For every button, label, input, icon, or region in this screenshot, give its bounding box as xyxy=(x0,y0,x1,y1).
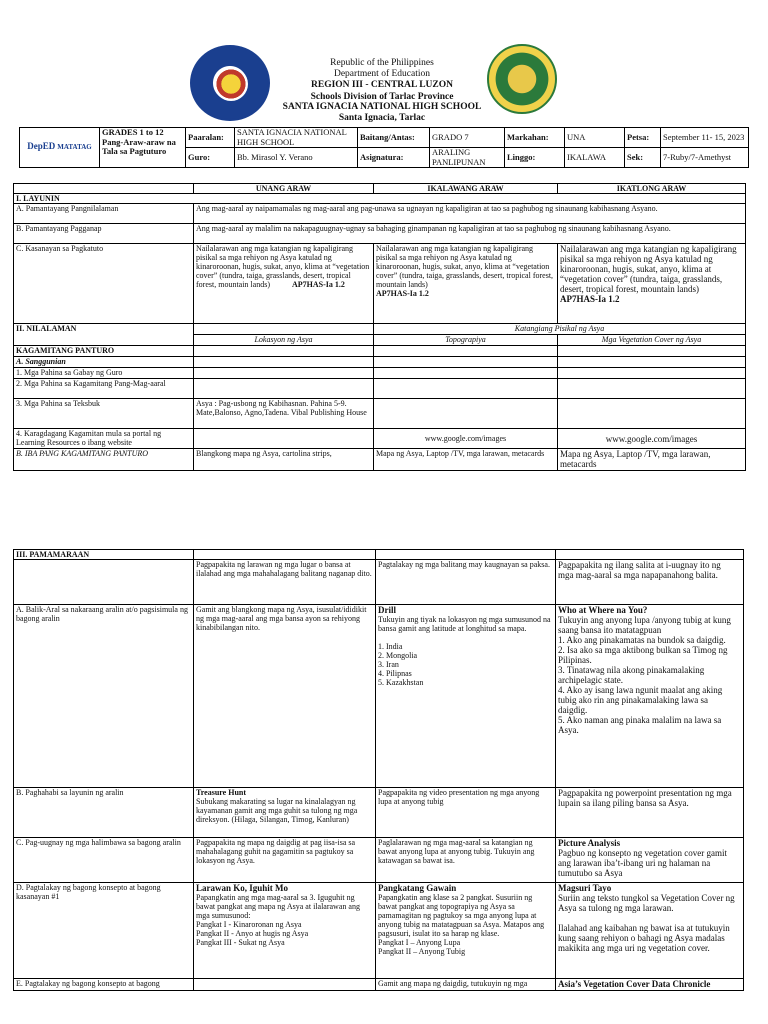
header-school: SANTA IGNACIA NATIONAL HIGH SCHOOL xyxy=(282,102,482,112)
header-division: Schools Division of Tarlac Province xyxy=(310,92,454,102)
pagtalakay-1-day1 xyxy=(194,883,376,979)
pamamaraan-title: III. PAMAMARAAN xyxy=(14,550,194,560)
kasanayan-day3-code: AP7HAS-Ia 1.2 xyxy=(560,294,620,304)
website-day3: www.google.com/images xyxy=(558,429,746,449)
lesson-plan-table-part2 xyxy=(13,549,744,991)
markahan-value: UNA xyxy=(565,128,625,148)
kasanayan-day1 xyxy=(194,244,374,324)
teksbuk-text: Asya : Pag-usbong ng Kabihasnan. Pahina 5-9. Mate,Balonso, Agno,Tadena. Vibal Publishing House xyxy=(194,399,374,429)
markahan-label: Markahan: xyxy=(505,128,565,148)
treasure-hunt-title: Treasure Hunt xyxy=(196,788,247,797)
magsuri-tayo-text: Suriin ang teksto tungkol sa Vegetation Cover ng Asya sa tulong ng mga larawan. Ilalahad ang kaibahan ng bawat isa at tutukuyin kung saang rehiyon o bahagi ng Asya madalas makikita ang mga uri ng vegetation cover. xyxy=(558,893,735,953)
asignatura-value: ARALING PANLIPUNAN xyxy=(430,148,505,168)
pangkatang-gawain-title: Pangkatang Gawain xyxy=(378,883,457,893)
nilalaman-day3: Mga Vegetation Cover ng Asya xyxy=(558,335,746,346)
baitang-value: GRADO 7 xyxy=(430,128,505,148)
iba-pang-kagamitan-label: B. IBA PANG KAGAMITANG PANTURO xyxy=(14,449,194,471)
header-region: REGION III - CENTRAL LUZON xyxy=(311,80,453,90)
kagamitan-title: KAGAMITANG PANTURO xyxy=(14,346,194,357)
linggo-value: IKALAWA xyxy=(565,148,625,168)
kasanayan-day2 xyxy=(374,244,558,324)
nilalaman-day2: Topograpiya xyxy=(374,335,558,346)
header-department: Department of Education xyxy=(333,69,431,79)
kasanayan-day2-text: Nailalarawan ang mga katangian ng kapaligirang pisikal sa mga rehiyon ng Asya katulad ng kinaroroonan, hugis, sukat, anyo, klima at “vegetation cover” (tundra, taiga, grasslands, desert, tropical forest, mountain lands) xyxy=(376,244,554,289)
linggo-label: Linggo: xyxy=(505,148,565,168)
kasanayan-day3 xyxy=(558,244,746,324)
pamantayang-pagganap-label: B. Pamantayang Pagganap xyxy=(14,224,194,244)
kasanayan-day3-text: Nailalarawan ang mga katangian ng kapaligirang pisikal sa mga rehiyon ng Asya katulad ng kinaroroonan, hugis, sukat, anyo, klima at “vegetation cover” (tundra, taiga, grasslands, desert, tropical forest, mountain lands) xyxy=(560,244,737,294)
treasure-hunt-text: Subukang makarating sa lugar na kinalalagyan ng kayamanan gamit ang mga guhit sa tulong ng mga direksyon. (Hilaga, Silangan, Timog, Kanluran) xyxy=(196,797,358,824)
kagamitang-mag-aaral-label: 2. Mga Pahina sa Kagamitang Pang-Mag-aaral xyxy=(14,379,194,399)
pamantayang-pagganap-text: Ang mag-aaral ay malalim na nakapaguugnay-ugnay sa bahaging ginampanan ng kapaligiran at tao sa paghubog ng sinaunang kabihasnang Asyano. xyxy=(194,224,746,244)
paghahabi-day3: Pagpapakita ng powerpoint presentation ng mga lupain sa ilang piling bansa sa Asya. xyxy=(556,788,744,838)
day-header-1: UNANG ARAW xyxy=(194,184,374,194)
pag-uugnay-day3 xyxy=(556,838,744,883)
school-seal-logo xyxy=(487,44,557,114)
magsuri-tayo-title: Magsuri Tayo xyxy=(558,883,612,893)
deped-seal-logo xyxy=(190,45,270,121)
deped-logo-text: DepED xyxy=(27,141,56,152)
sanggunian-label: A. Sanggunian xyxy=(14,357,194,368)
picture-analysis-text: Pagbuo ng konsepto ng vegetation cover gamit ang larawan iba’t-ibang uri ng halaman na tumutubo sa Asya xyxy=(558,848,727,878)
pagtalakay-1-day3 xyxy=(556,883,744,979)
lesson-plan-table-part1 xyxy=(13,183,746,471)
guro-value: Bb. Mirasol Y. Verano xyxy=(235,148,358,168)
balik-aral-day2 xyxy=(376,605,556,788)
iba-pang-kagamitan-day1: Blangkong mapa ng Asya, cartolina strips, xyxy=(194,449,374,471)
sek-label: Sek: xyxy=(625,148,661,168)
karagdagang-kagamitan-label: 4. Karagdagang Kagamitan mula sa portal ng Learning Resources o ibang website xyxy=(14,429,194,449)
iba-pang-kagamitan-day3: Mapa ng Asya, Laptop /TV, mga larawan, metacards xyxy=(558,449,746,471)
info-table xyxy=(19,127,749,168)
kasanayan-day1-text: Nailalarawan ang mga katangian ng kapaligirang pisikal sa mga rehiyon ng Asya katulad ng kinaroroonan, hugis, sukat, anyo, klima at “vegetation cover” (tundra, taiga, grasslands, desert, tropical forest, mountain lands) xyxy=(196,244,370,289)
matatag-logo-text: MATATAG xyxy=(57,143,92,152)
teksbuk-label: 3. Mga Pahina sa Teksbuk xyxy=(14,399,194,429)
kasanayan-label: C. Kasanayan sa Pagkatuto xyxy=(14,244,194,324)
gabay-guro-label: 1. Mga Pahina sa Gabay ng Guro xyxy=(14,368,194,379)
drill-title: Drill xyxy=(378,605,396,615)
pamantayang-pangnilalaman-label: A. Pamantayang Pangnilalaman xyxy=(14,204,194,224)
pagtalakay-1-label: D. Pagtalakay ng bagong konsepto at bagong kasanayan #1 xyxy=(14,883,194,979)
balik-aral-day1: Gamit ang blangkong mapa ng Asya, isusulat/ididikit ng mga mag-aaral ang mga bansa ayon sa rehiyong kinabibilangan nito. xyxy=(194,605,376,788)
pagtalakay-2-label: E. Pagtalakay ng bagong konsepto at bagong xyxy=(14,979,194,991)
picture-analysis-title: Picture Analysis xyxy=(558,838,621,848)
nilalaman-title: II. NILALAMAN xyxy=(14,324,194,346)
paghahabi-day2: Pagpapakita ng video presentation ng mga anyong lupa at anyong tubig xyxy=(376,788,556,838)
pamamaraan-intro-day1: Pagpapakita ng larawan ng mga lugar o bansa at ilalahad ang mga mahahalagang balitang naganap dito. xyxy=(194,560,376,605)
nilalaman-day1: Lokasyon ng Asya xyxy=(194,335,374,346)
deped-matatag-logo xyxy=(20,128,100,168)
guro-label: Guro: xyxy=(186,148,235,168)
balik-aral-day3 xyxy=(556,605,744,788)
header-address: Santa Ignacia, Tarlac xyxy=(338,113,426,123)
nilalaman-empty xyxy=(194,324,374,335)
larawan-ko-title: Larawan Ko, Iguhit Mo xyxy=(196,883,289,893)
kasanayan-day1-code: AP7HAS-Ia 1.2 xyxy=(291,280,345,289)
pagtalakay-1-day2 xyxy=(376,883,556,979)
dll-title: GRADES 1 to 12 Pang-Araw-araw na Tala sa Pagtuturo xyxy=(100,128,186,168)
day-header-2: IKALAWANG ARAW xyxy=(374,184,558,194)
pag-uugnay-day1: Pagpapakita ng mapa ng daigdig at pag iisa-isa sa mahahalagang guhit na gagamitin sa pagtukoy sa lokasyon ng Asya. xyxy=(194,838,376,883)
pag-uugnay-day2: Paglalarawan ng mga mag-aaral sa katangian ng bawat anyong lupa at anyong tubig. Tukuyin ang katawagan sa bawat isa. xyxy=(376,838,556,883)
pamamaraan-intro-day3: Pagpapakita ng ilang salita at i-uugnay ito ng mga mag-aaral sa mga napapanahong balita. xyxy=(556,560,744,605)
paaralan-value: SANTA IGNACIA NATIONAL HIGH SCHOOL xyxy=(235,128,358,148)
day-header-3: IKATLONG ARAW xyxy=(558,184,746,194)
kasanayan-day2-code: AP7HAS-Ia 1.2 xyxy=(376,289,429,298)
pangkatang-gawain-text: Papangkatin ang klase sa 2 pangkat. Susuriin ng bawat pangkat ang topograpiya ng Asya sa pamamagitan ng pagtukoy sa mga anyong lupa at anyong tubig na matatagpuan sa Asya. Matapos ang pagsusuri, isulat ito sa harap ng klase. Pangkat I – Anyong Lupa Pangkat II – Anyong Tubig xyxy=(378,893,545,956)
drill-text: Tukuyin ang tiyak na lokasyon ng mga sumusunod na bansa gamit ang latitude at longhitud sa mapa. 1. India 2. Mongolia 3. Iran 4. Pilipnas 5. Kazakhstan xyxy=(378,615,551,687)
larawan-ko-text: Papangkatin ang mga mag-aaral sa 3. Iguguhit ng bawat pangkat ang mapa ng Asya at ilalarawan ang mga sumusunod: Pangkat I - Kinaroronan ng Asya Pangkat II - Anyo at hugis ng Asya Pangkat III - Sukat ng Asya xyxy=(196,893,360,947)
baitang-label: Baitang/Antas: xyxy=(358,128,430,148)
website-day2: www.google.com/images xyxy=(374,429,558,449)
petsa-label: Petsa: xyxy=(625,128,661,148)
day-header-empty xyxy=(14,184,194,194)
paghahabi-label: B. Paghahabi sa layunin ng aralin xyxy=(14,788,194,838)
balik-aral-label: A. Balik-Aral sa nakaraang aralin at/o pagsisimula ng bagong aralin xyxy=(14,605,194,788)
petsa-value: September 11- 15, 2023 xyxy=(661,128,749,148)
vegetation-chronicle-title: Asia’s Vegetation Cover Data Chronicle xyxy=(556,979,744,991)
nilalaman-topic: Katangiang Pisikal ng Asya xyxy=(374,324,746,335)
who-where-text: Tukuyin ang anyong lupa /anyong tubig at kung saang bansa ito matatagpuan 1. Ako ang pinakamatas na bundok sa daigdig. 2. Isa ako sa mga aktibong bulkan sa Timog ng Pilipinas. 3. Tinatawag nila akong pinakamalaking archipelagic state. 4. Ako ay isang lawa ngunit maalat ang aking tubig ako rin ang pinakamalaking lawa sa daigdig. 5. Ako naman ang pinaka malalim na lawa sa Asya. xyxy=(558,615,731,735)
pamantayang-pangnilalaman-text: Ang mag-aaral ay naipamamalas ng mag-aaral ang pag-unawa sa ugnayan ng kapaligiran at tao sa paghubog ng sinaunang kabihasnang Asyano. xyxy=(194,204,746,224)
sek-value: 7-Ruby/7-Amethyst xyxy=(661,148,749,168)
asignatura-label: Asignatura: xyxy=(358,148,430,168)
pagtalakay-2-day2: Gamit ang mapa ng daigdig, tutukuyin ng mga xyxy=(376,979,556,991)
iba-pang-kagamitan-day2: Mapa ng Asya, Laptop /TV, mga larawan, metacards xyxy=(374,449,558,471)
pag-uugnay-label: C. Pag-uugnay ng mga halimbawa sa bagong aralin xyxy=(14,838,194,883)
header-republic: Republic of the Philippines xyxy=(330,58,434,68)
paaralan-label: Paaralan: xyxy=(186,128,235,148)
paghahabi-day1 xyxy=(194,788,376,838)
layunin-title: I. LAYUNIN xyxy=(14,194,746,204)
who-where-title: Who at Where na You? xyxy=(558,605,648,615)
pamamaraan-intro-day2: Pagtalakay ng mga balitang may kaugnayan sa paksa. xyxy=(376,560,556,605)
